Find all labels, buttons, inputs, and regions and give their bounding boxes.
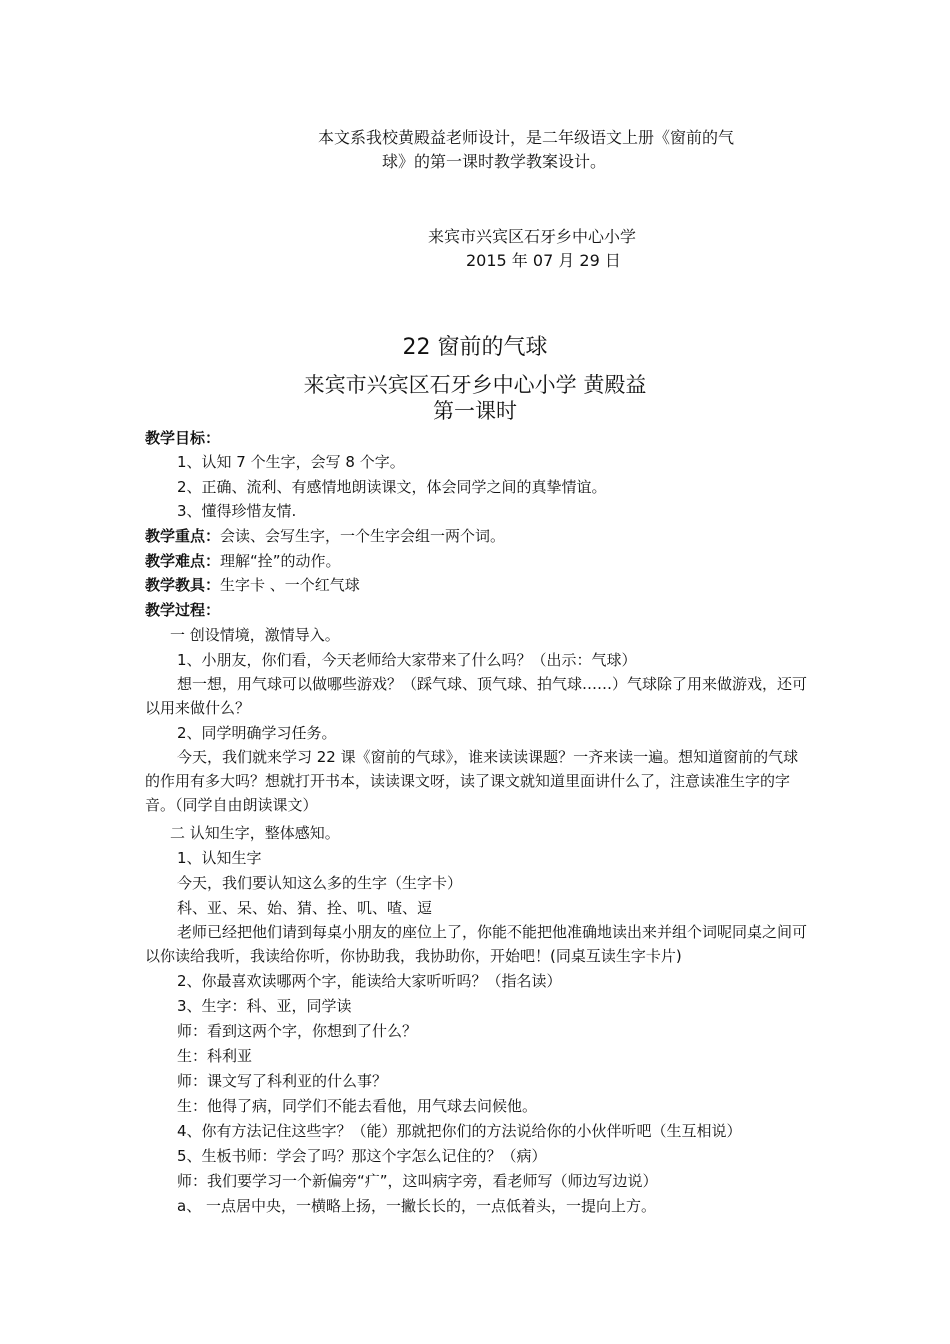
difficulty-label: 教学难点：: [145, 552, 221, 570]
tools-label: 教学教具：: [145, 576, 221, 594]
objective-item: 3、懂得珍惜友情.: [177, 502, 297, 520]
document-date: 2015 年 07 月 29 日: [466, 251, 621, 270]
dialogue-line: 师：看到这两个字，你想到了什么？: [177, 1022, 418, 1040]
objective-item: 2、正确、流利、有感情地朗读课文，体会同学之间的真挚情谊。: [177, 478, 607, 496]
tools-text: 生字卡 、一个红气球: [220, 576, 360, 594]
section-heading: 一 创设情境，激情导入。: [170, 626, 340, 644]
process-item: 1、小朋友，你们看，今天老师给大家带来了什么吗？（出示：气球）: [177, 651, 637, 669]
key-points: [145, 526, 505, 546]
lesson-title: 22 窗前的气球: [402, 335, 548, 360]
dialogue-line: 生：他得了病，同学们不能去看他，用气球去问候他。: [177, 1097, 538, 1115]
key-points-text: 会读、会写生字，一个生字会组一两个词。: [220, 527, 506, 545]
section-heading: 二 认知生字，整体感知。: [170, 824, 340, 842]
process-item: 2、你最喜欢读哪两个字，能读给大家听听吗？（指名读）: [177, 972, 562, 990]
dialogue-line: 师：课文写了科利亚的什么事？: [177, 1072, 388, 1090]
difficulty-text: 理解“拴”的动作。: [220, 552, 341, 570]
difficulty: [145, 551, 341, 571]
author-line: 来宾市兴宾区石牙乡中心小学 黄殿益: [303, 373, 647, 397]
process-paragraph: 想一想，用气球可以做哪些游戏？（踩气球、顶气球、拍气球……）气球除了用来做游戏，还可以用来做什么？: [145, 675, 808, 717]
dialogue-line: 生：科利亚: [177, 1047, 253, 1065]
process-item: 1、认知生字: [177, 849, 262, 867]
process-label: 教学过程：: [145, 601, 221, 619]
objectives-label: 教学目标：: [145, 429, 221, 447]
stroke-rhyme: a、 一点居中央，一横略上扬，一撇长长的，一点低着头，一提向上方。: [177, 1197, 656, 1215]
process-paragraph: 今天，我们就来学习 22 课《窗前的气球》，谁来读读课题？一齐来读一遍。想知道窗前的气球的作用有多大吗？想就打开书本，读读课文呀，读了课文就知道里面讲什么了，注意读准生字的字音。（同学自由朗读课文）: [145, 748, 799, 814]
process-line: 今天，我们要认知这么多的生字（生字卡）: [177, 874, 463, 892]
key-points-label: 教学重点：: [145, 527, 221, 545]
school-name: 来宾市兴宾区石牙乡中心小学: [428, 227, 637, 246]
intro-line-2: 球》的第一课时教学教案设计。: [382, 152, 607, 171]
process-item: 5、生板书师：学会了吗？那这个字怎么记住的？（病）: [177, 1147, 547, 1165]
new-characters: 科、亚、呆、始、猜、拴、叽、喳、逗: [177, 899, 433, 917]
intro-line-1: 本文系我校黄殿益老师设计，是二年级语文上册《窗前的气: [318, 128, 735, 147]
process-item: 2、同学明确学习任务。: [177, 724, 337, 742]
process-item: 4、你有方法记住这些字？（能）那就把你们的方法说给你的小伙伴听吧（生互相说）: [177, 1122, 742, 1140]
period-heading: 第一课时: [433, 399, 517, 423]
teaching-tools: [145, 575, 360, 595]
process-paragraph: 老师已经把他们请到每桌小朋友的座位上了，你能不能把他准确地读出来并组个词呢同桌之间可以你读给我听，我读给你听，你协助我，我协助你，开始吧！(同桌互读生字卡片): [145, 923, 808, 965]
process-item: 3、生字：科、亚，同学读: [177, 997, 352, 1015]
dialogue-line: 师：我们要学习一个新偏旁“疒”，这叫病字旁，看老师写（师边写边说）: [177, 1172, 658, 1190]
objective-item: 1、认知 7 个生字，会写 8 个字。: [177, 453, 405, 471]
